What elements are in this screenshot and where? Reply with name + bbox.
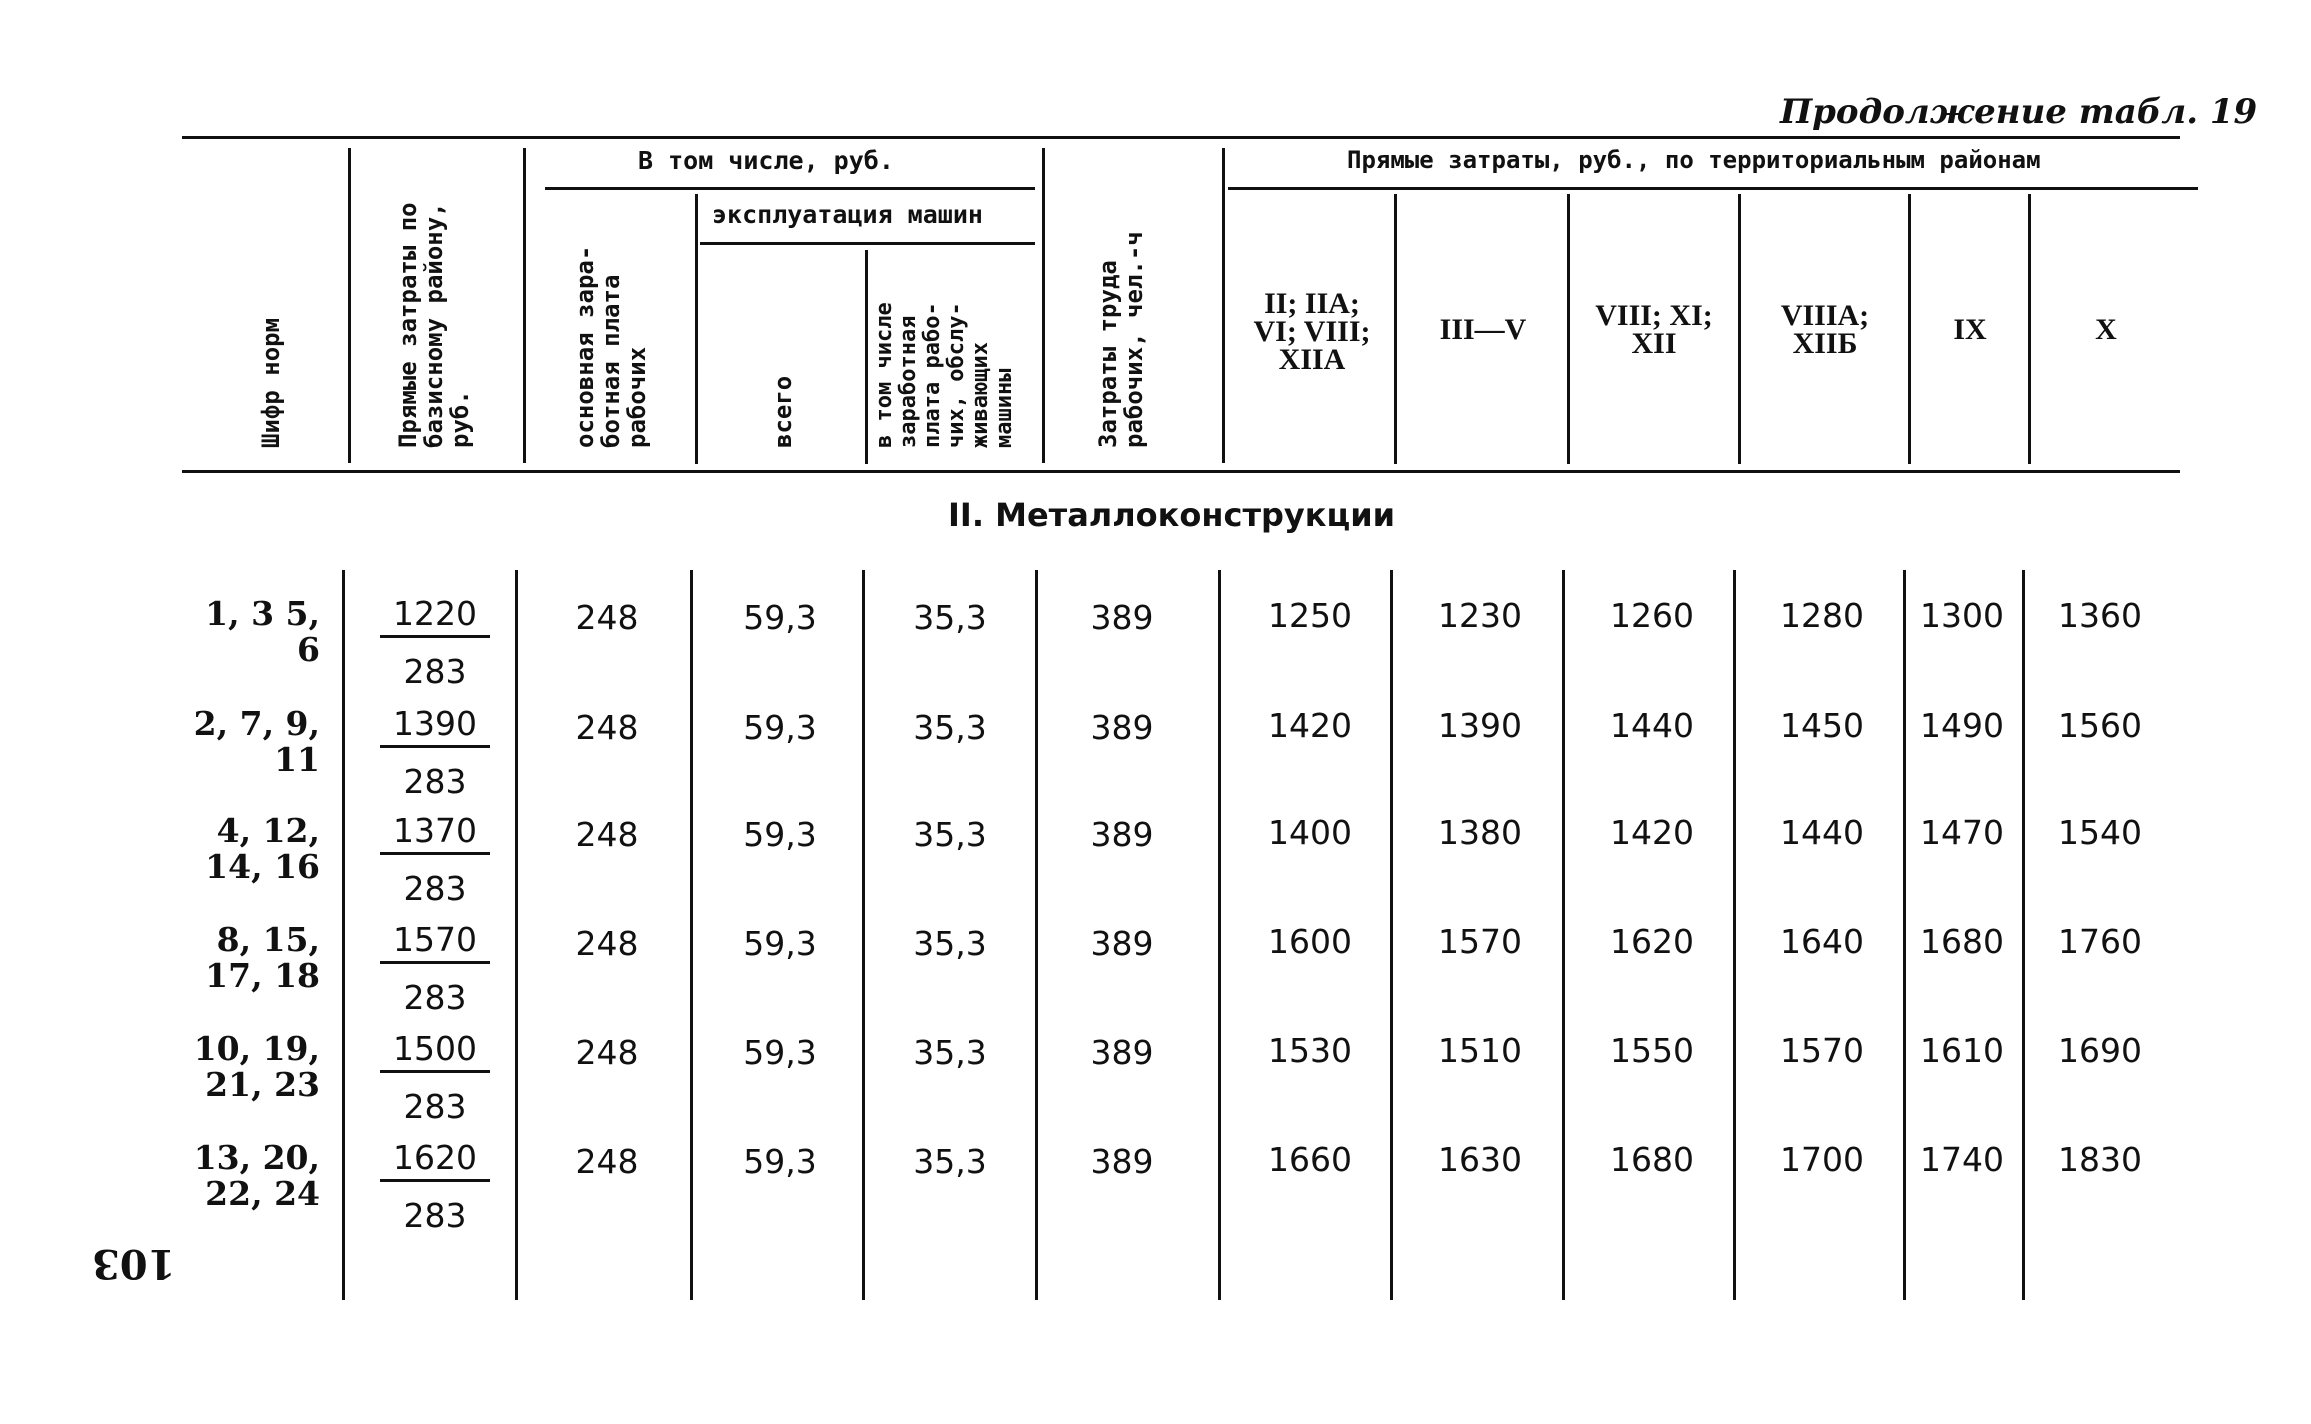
header-basic-wage <box>572 246 650 448</box>
region-header <box>2031 313 2181 346</box>
cell-region-2: 1570 <box>1438 922 1522 961</box>
header-incl-wage-line: живающих <box>968 342 993 448</box>
row-code <box>160 706 320 778</box>
row-direct-base-fraction <box>380 1138 490 1235</box>
fraction-numerator: 1370 <box>380 811 490 855</box>
page-number: 103 <box>92 1240 176 1287</box>
header-bottom-rule <box>182 470 2180 473</box>
header-labor <box>1095 231 1147 448</box>
body-divider <box>342 570 345 1300</box>
header-cipher <box>258 318 284 448</box>
cell-wage: 248 <box>575 815 639 854</box>
cell-total: 59,3 <box>743 598 817 637</box>
fraction-numerator: 1500 <box>380 1029 490 1073</box>
cell-region-6: 1760 <box>2058 922 2142 961</box>
top-rule <box>182 136 2180 139</box>
cell-region-3: 1420 <box>1610 813 1694 852</box>
cell-incl: 35,3 <box>913 815 987 854</box>
row-code-line: 2, 7, 9, <box>193 704 320 743</box>
cell-region-1: 1250 <box>1268 596 1352 635</box>
header-basic-wage-line: рабочих <box>623 346 651 448</box>
cell-labor: 389 <box>1090 1033 1154 1072</box>
cell-region-2: 1390 <box>1438 706 1522 745</box>
body-divider <box>515 570 518 1300</box>
region-header-line: X <box>2095 313 2117 346</box>
cell-incl: 35,3 <box>913 708 987 747</box>
header-cipher-text: Шифр норм <box>257 317 285 448</box>
header-including: В том числе, руб. <box>638 146 894 175</box>
region-header-line: XII <box>1631 327 1677 360</box>
header-labor-line: рабочих, чел.-ч <box>1120 231 1148 448</box>
cell-incl: 35,3 <box>913 1033 987 1072</box>
region-header-line: VIIIA; <box>1780 299 1870 332</box>
cell-region-5: 1610 <box>1920 1031 2004 1070</box>
header-labor-line: Затраты труда <box>1094 260 1122 448</box>
fraction-denominator: 283 <box>403 762 467 801</box>
header-divider <box>1042 148 1045 463</box>
machine-rule <box>700 242 1035 245</box>
header-divider <box>865 250 868 464</box>
section-title: II. Металлоконструкции <box>948 496 1396 534</box>
cell-region-3: 1550 <box>1610 1031 1694 1070</box>
region-header-line: II; IIA; <box>1264 287 1360 320</box>
cell-region-4: 1570 <box>1780 1031 1864 1070</box>
cell-region-3: 1680 <box>1610 1140 1694 1179</box>
cell-region-6: 1560 <box>2058 706 2142 745</box>
region-header-line: XIIA <box>1278 343 1346 376</box>
cell-region-1: 1660 <box>1268 1140 1352 1179</box>
fraction-denominator: 283 <box>403 1196 467 1235</box>
cell-region-4: 1640 <box>1780 922 1864 961</box>
row-code-line: 22, 24 <box>205 1174 320 1213</box>
region-header <box>1911 313 2029 346</box>
cell-labor: 389 <box>1090 924 1154 963</box>
cell-total: 59,3 <box>743 708 817 747</box>
cell-region-6: 1830 <box>2058 1140 2142 1179</box>
fraction-numerator: 1570 <box>380 920 490 964</box>
region-header <box>1398 313 1568 346</box>
header-regions-title: Прямые затраты, руб., по территориальным районам <box>1347 146 2041 174</box>
region-header-line: III—V <box>1439 313 1527 346</box>
cell-wage: 248 <box>575 1033 639 1072</box>
body-divider <box>1733 570 1736 1300</box>
fraction-numerator: 1220 <box>380 594 490 638</box>
body-divider <box>1390 570 1393 1300</box>
region-header-line: VIII; XI; <box>1595 299 1713 332</box>
fraction-denominator: 283 <box>403 869 467 908</box>
body-divider <box>690 570 693 1300</box>
cell-region-2: 1510 <box>1438 1031 1522 1070</box>
row-code-line: 21, 23 <box>205 1065 320 1104</box>
row-code <box>160 813 320 885</box>
cell-region-3: 1440 <box>1610 706 1694 745</box>
header-direct-base-line: базисному району, <box>420 202 448 448</box>
header-machine-ops: эксплуатация машин <box>712 200 983 229</box>
row-code-line: 8, 15, <box>216 920 320 959</box>
row-code-line: 4, 12, <box>216 811 320 850</box>
cell-region-1: 1420 <box>1268 706 1352 745</box>
header-incl-wage-line: чих, обслу- <box>944 302 969 448</box>
cell-region-2: 1230 <box>1438 596 1522 635</box>
row-direct-base-fraction <box>380 811 490 908</box>
body-divider <box>1035 570 1038 1300</box>
cell-region-5: 1300 <box>1920 596 2004 635</box>
cell-wage: 248 <box>575 598 639 637</box>
cell-total: 59,3 <box>743 1142 817 1181</box>
cell-region-1: 1530 <box>1268 1031 1352 1070</box>
cell-region-4: 1700 <box>1780 1140 1864 1179</box>
row-code-line: 14, 16 <box>205 847 320 886</box>
header-incl-wage-line: плата рабо- <box>920 302 945 448</box>
fraction-numerator: 1390 <box>380 704 490 748</box>
cell-wage: 248 <box>575 924 639 963</box>
header-divider <box>523 148 526 463</box>
header-divider <box>695 194 698 464</box>
header-incl-wage <box>873 302 1017 448</box>
cell-incl: 35,3 <box>913 598 987 637</box>
cell-region-4: 1440 <box>1780 813 1864 852</box>
row-code-line: 11 <box>274 740 320 779</box>
region-header-line: VI; VIII; <box>1253 315 1371 348</box>
cell-incl: 35,3 <box>913 1142 987 1181</box>
including-rule <box>545 187 1035 190</box>
body-divider <box>1218 570 1221 1300</box>
cell-region-2: 1630 <box>1438 1140 1522 1179</box>
cell-region-3: 1260 <box>1610 596 1694 635</box>
cell-labor: 389 <box>1090 708 1154 747</box>
cell-region-6: 1360 <box>2058 596 2142 635</box>
region-header <box>1228 287 1396 376</box>
header-incl-wage-line: в том числе <box>872 302 897 448</box>
fraction-denominator: 283 <box>403 652 467 691</box>
row-code-line: 10, 19, <box>193 1029 320 1068</box>
regions-rule <box>1228 187 2198 190</box>
fraction-denominator: 283 <box>403 978 467 1017</box>
fraction-denominator: 283 <box>403 1087 467 1126</box>
row-direct-base-fraction <box>380 594 490 691</box>
cell-total: 59,3 <box>743 1033 817 1072</box>
cell-region-4: 1450 <box>1780 706 1864 745</box>
row-code-line: 13, 20, <box>193 1138 320 1177</box>
body-divider <box>1562 570 1565 1300</box>
cell-region-5: 1490 <box>1920 706 2004 745</box>
row-code <box>160 922 320 994</box>
cell-region-5: 1680 <box>1920 922 2004 961</box>
row-code-line: 1, 3 5, <box>205 594 320 633</box>
header-direct-base <box>395 202 473 448</box>
cell-region-3: 1620 <box>1610 922 1694 961</box>
cell-total: 59,3 <box>743 815 817 854</box>
region-header <box>1741 299 1909 360</box>
body-divider <box>862 570 865 1300</box>
region-header-line: XIIБ <box>1792 327 1858 360</box>
cell-region-4: 1280 <box>1780 596 1864 635</box>
region-header-line: IX <box>1953 313 1987 346</box>
header-incl-wage-line: машины <box>992 368 1017 448</box>
cell-region-5: 1470 <box>1920 813 2004 852</box>
fraction-numerator: 1620 <box>380 1138 490 1182</box>
row-code <box>160 1140 320 1212</box>
row-direct-base-fraction <box>380 1029 490 1126</box>
cell-region-1: 1600 <box>1268 922 1352 961</box>
row-code-line: 6 <box>297 630 320 669</box>
row-code <box>160 596 320 668</box>
cell-labor: 389 <box>1090 1142 1154 1181</box>
header-total-text: всего <box>769 375 797 448</box>
row-code-line: 17, 18 <box>205 956 320 995</box>
cell-labor: 389 <box>1090 815 1154 854</box>
cell-wage: 248 <box>575 1142 639 1181</box>
cell-incl: 35,3 <box>913 924 987 963</box>
header-basic-wage-line: основная зара- <box>571 245 599 448</box>
cell-total: 59,3 <box>743 924 817 963</box>
header-direct-base-line: руб. <box>446 390 474 448</box>
header-direct-base-line: Прямые затраты по <box>394 202 422 448</box>
cell-region-5: 1740 <box>1920 1140 2004 1179</box>
row-code <box>160 1031 320 1103</box>
header-divider <box>348 148 351 463</box>
row-direct-base-fraction <box>380 704 490 801</box>
header-incl-wage-line: заработная <box>896 315 921 448</box>
header-total <box>770 376 796 448</box>
cell-labor: 389 <box>1090 598 1154 637</box>
cell-region-1: 1400 <box>1268 813 1352 852</box>
row-direct-base-fraction <box>380 920 490 1017</box>
table-caption: Продолжение табл. 19 <box>1780 92 2258 132</box>
cell-region-2: 1380 <box>1438 813 1522 852</box>
header-basic-wage-line: ботная плата <box>597 274 625 448</box>
header-divider <box>1222 148 1225 463</box>
region-header <box>1570 299 1738 360</box>
cell-region-6: 1690 <box>2058 1031 2142 1070</box>
cell-region-6: 1540 <box>2058 813 2142 852</box>
cell-wage: 248 <box>575 708 639 747</box>
